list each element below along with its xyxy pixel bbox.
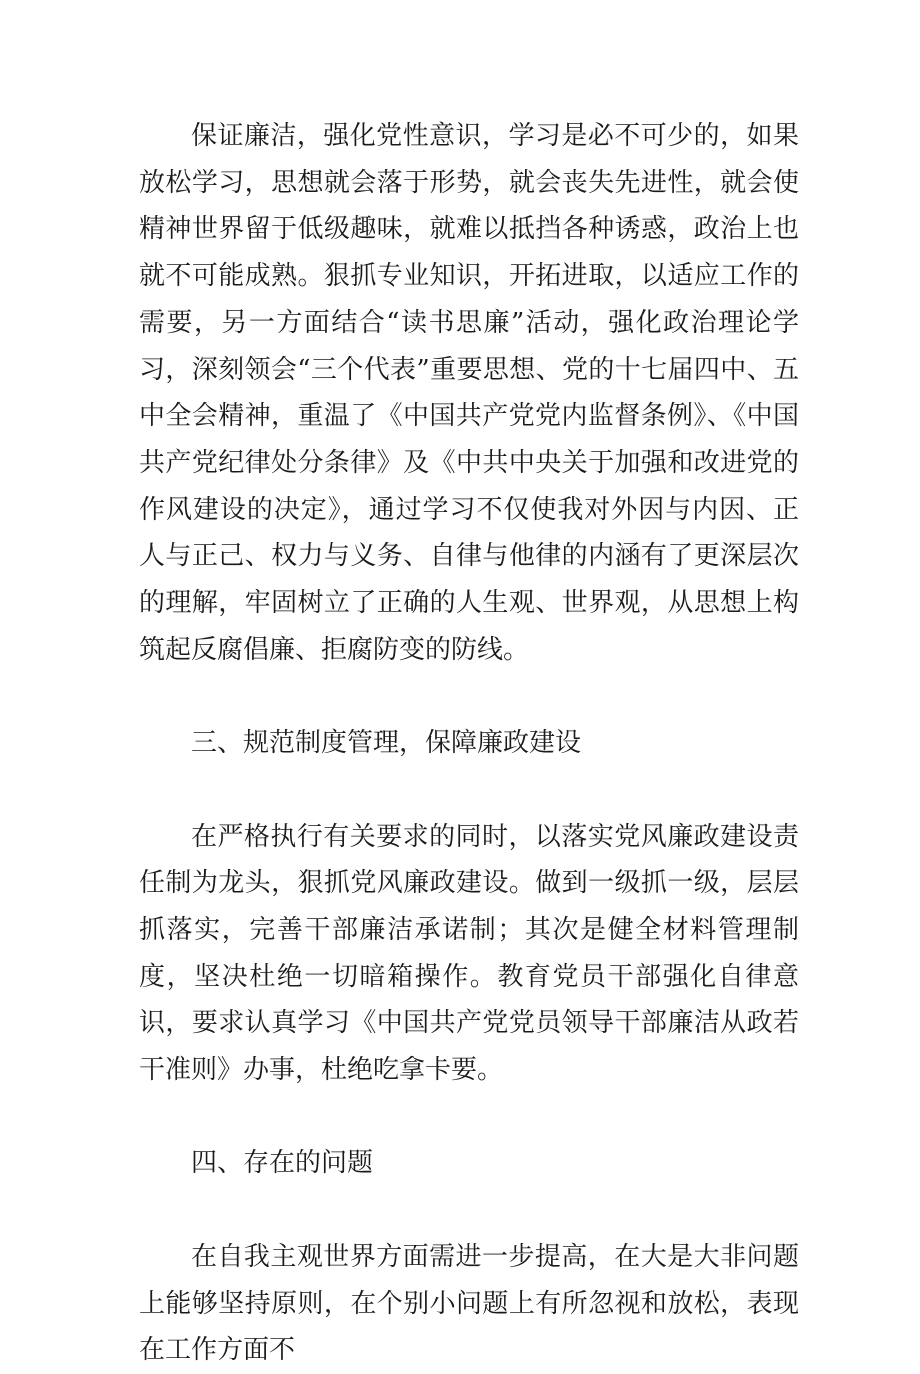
paragraph-system-management: 在严格执行有关要求的同时，以落实党风廉政建设责任制为龙头，狠抓党风廉政建设。做到一级抓一级，层层抓落实，完善干部廉洁承诺制；其次是健全材料管理制度，坚决杜绝一切暗箱操作。教育党员干部强化自律意识，要求认真学习《中国共产党党员领导干部廉洁从政若干准则》办事，杜绝吃拿卡要。: [139, 821, 799, 1086]
paragraph-spacer: [139, 1094, 799, 1141]
paragraph-existing-problems: 在自我主观世界方面需进一步提高，在大是大非问题上能够坚持原则，在个别小问题上有所忽视和放松，表现在工作方面不: [139, 1241, 799, 1366]
paragraph-spacer: [139, 767, 799, 814]
document-body: [139, 113, 799, 1374]
paragraph-spacer: [139, 673, 799, 720]
paragraph-spacer: [139, 1187, 799, 1234]
section-heading-3: 三、规范制度管理，保障廉政建设: [191, 728, 582, 759]
paragraph-study-integrity: 保证廉洁，强化党性意识，学习是必不可少的，如果放松学习，思想就会落于形势，就会丧失先进性，就会使精神世界留于低级趣味，就难以抵挡各种诱惑，政治上也就不可能成熟。狠抓专业知识，开拓进取，以适应工作的需要，另一方面结合“读书思廉”活动，强化政治理论学习，深刻领会“三个代表”重要思想、党的十七届四中、五中全会精神，重温了《中国共产党党内监督条例》、《中国共产党纪律处分条律》及《中共中央关于加强和改进党的作风建设的决定》，通过学习不仅使我对外因与内因、正人与正己、权力与义务、自律与他律的内涵有了更深层次的理解，牢固树立了正确的人生观、世界观，从思想上构筑起反腐倡廉、拒腐防变的防线。: [139, 121, 799, 665]
section-heading-4: 四、存在的问题: [191, 1148, 374, 1179]
